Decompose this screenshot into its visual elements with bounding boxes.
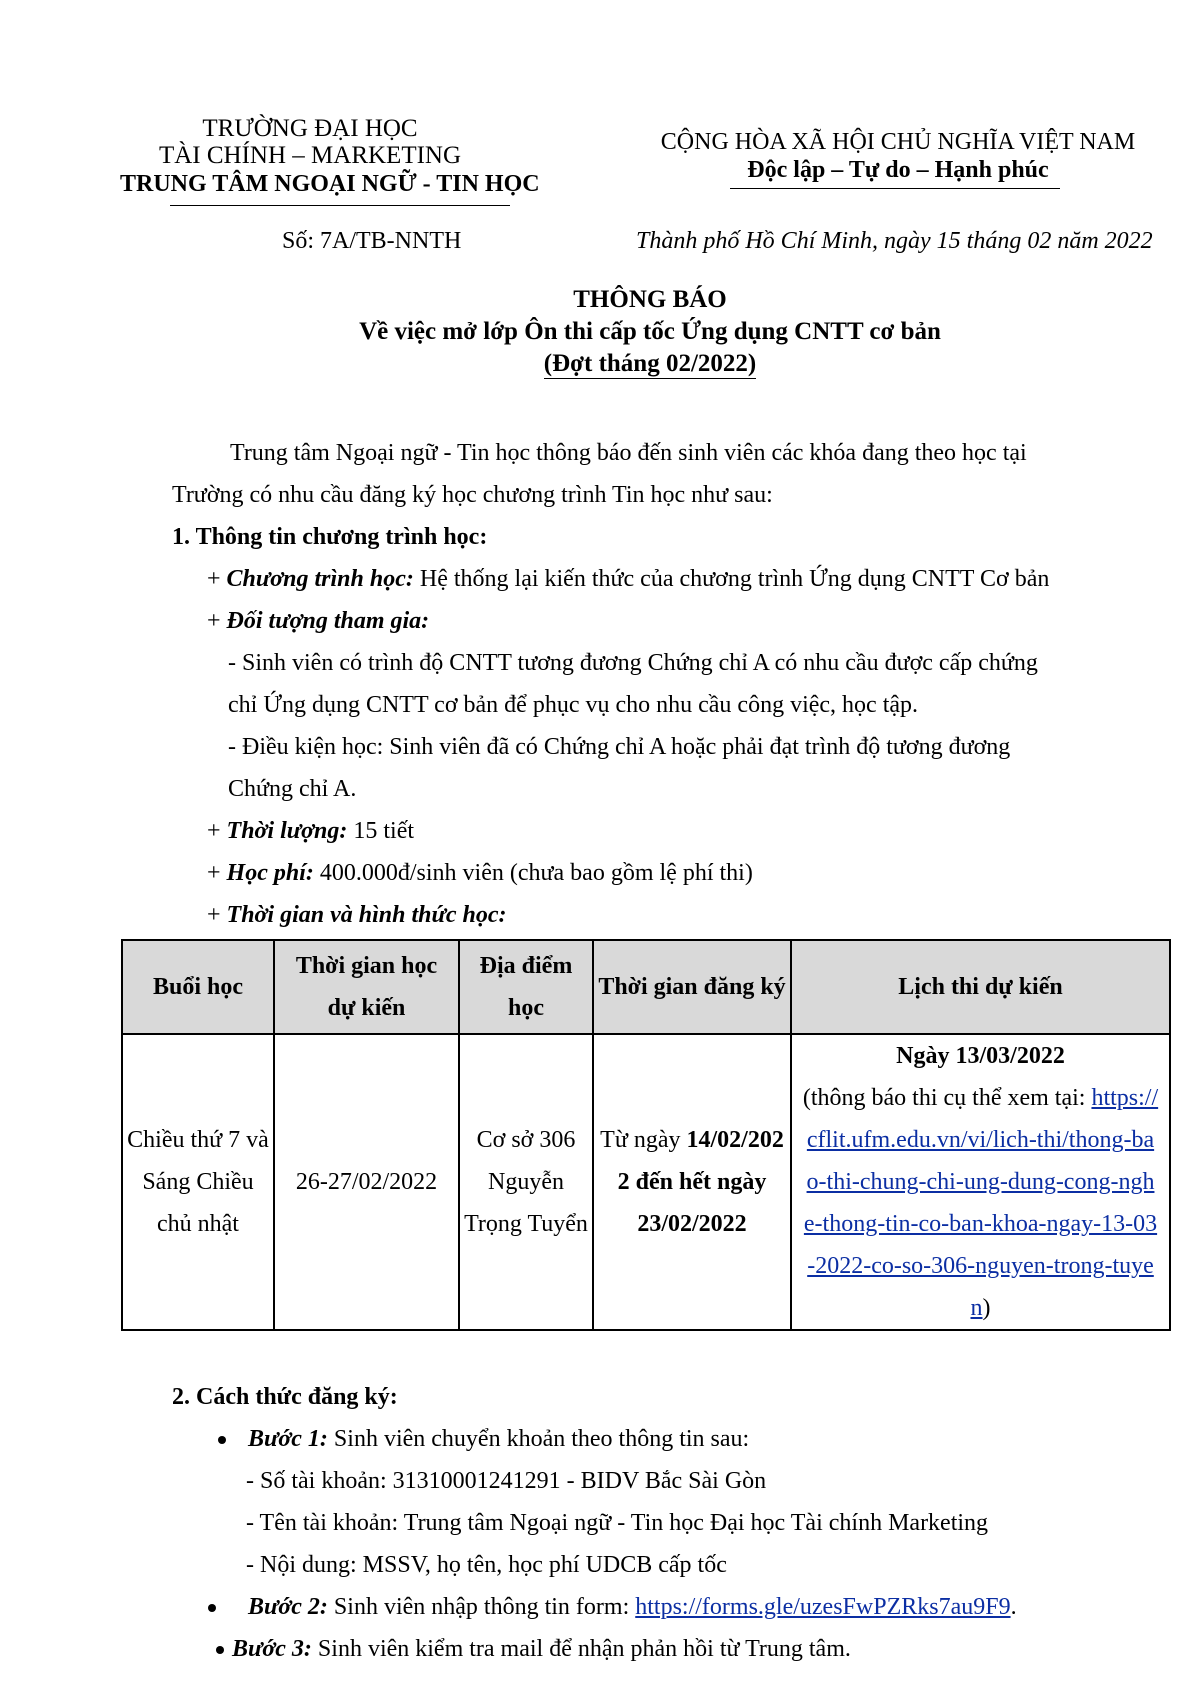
bullet-icon bbox=[216, 1646, 224, 1654]
transfer-content: - Nội dung: MSSV, họ tên, học phí UDCB cấp tốc bbox=[246, 1552, 727, 1578]
intro-line1: Trung tâm Ngoại ngữ - Tin học thông báo đến sinh viên các khóa đang theo học tại bbox=[230, 440, 1027, 466]
schedule-table bbox=[121, 939, 1171, 1331]
exam-note: (thông báo thi cụ thể xem tại: bbox=[802, 1085, 1092, 1111]
step3-item: Bước 3: Sinh viên kiểm tra mail để nhận phản hồi từ Trung tâm. bbox=[216, 1636, 851, 1663]
bullet-icon bbox=[208, 1604, 216, 1612]
header-left-rule bbox=[170, 205, 510, 206]
condition-line1: - Điều kiện học: Sinh viên đã có Chứng chỉ A hoặc phải đạt trình độ tương đương bbox=[228, 734, 1011, 760]
cell-location: Cơ sở 306 Nguyễn Trọng Tuyển bbox=[459, 1034, 593, 1330]
table-row bbox=[122, 1034, 1170, 1330]
country-name: CỘNG HÒA XÃ HỘI CHỦ NGHĨA VIỆT NAM bbox=[660, 129, 1136, 155]
center-name: TRUNG TÂM NGOẠI NGỮ - TIN HỌC bbox=[120, 171, 540, 197]
header-study-time: Thời gian học dự kiến bbox=[274, 940, 459, 1034]
motto: Độc lập – Tự do – Hạnh phúc bbox=[747, 157, 1049, 183]
exam-link[interactable]: https://cflit.ufm.edu.vn/vi/lich-thi/thong-bao-thi-chung-chi-ung-dung-cong-nghe-thong-tin-co-ban-khoa-ngay-13-03-2022-co-so-306-nguyen-trong-tuyen bbox=[803, 1085, 1159, 1321]
step2-item: Bước 2: Sinh viên nhập thông tin form: https://forms.gle/uzesFwPZRks7au9F9. bbox=[208, 1594, 1017, 1621]
table-header-row bbox=[122, 940, 1170, 1034]
cell-registration: Từ ngày 14/02/2022 đến hết ngày 23/02/2022 bbox=[593, 1034, 791, 1330]
bullet-icon bbox=[218, 1436, 226, 1444]
target-line1: - Sinh viên có trình độ CNTT tương đương Chứng chỉ A có nhu cầu được cấp chứng bbox=[228, 650, 1038, 676]
fee-item: + Học phí: 400.000đ/sinh viên (chưa bao gồm lệ phí thi) bbox=[207, 860, 753, 886]
section2-heading: 2. Cách thức đăng ký: bbox=[172, 1384, 398, 1410]
account-number: - Số tài khoản: 31310001241291 - BIDV Bắc Sài Gòn bbox=[246, 1468, 767, 1494]
school-subname: TÀI CHÍNH – MARKETING bbox=[158, 142, 462, 169]
condition-line2: Chứng chỉ A. bbox=[228, 776, 357, 802]
doc-subtitle: Về việc mở lớp Ôn thi cấp tốc Ứng dụng CNTT cơ bản bbox=[359, 318, 941, 345]
target-line2: chỉ Ứng dụng CNTT cơ bản để phục vụ cho nhu cầu công việc, học tập. bbox=[228, 692, 919, 718]
intro-line2: Trường có nhu cầu đăng ký học chương trình Tin học như sau: bbox=[172, 482, 773, 508]
header-registration: Thời gian đăng ký bbox=[593, 940, 791, 1034]
schedule-item: + Thời gian và hình thức học: bbox=[207, 902, 507, 928]
doc-title: THÔNG BÁO bbox=[573, 286, 727, 313]
doc-number: Số: 7A/TB-NNTH bbox=[282, 228, 462, 254]
exam-date: Ngày 13/03/2022 bbox=[896, 1043, 1065, 1069]
step1-item: Bước 1: Sinh viên chuyển khoản theo thông tin sau: bbox=[218, 1426, 749, 1453]
doc-batch: (Đợt tháng 02/2022) bbox=[543, 350, 757, 377]
program-item: + Chương trình học: Hệ thống lại kiến thức của chương trình Ứng dụng CNTT Cơ bản bbox=[207, 566, 1050, 592]
header-right-rule bbox=[730, 188, 1060, 189]
target-item: + Đối tượng tham gia: bbox=[207, 608, 430, 634]
cell-study-time: 26-27/02/2022 bbox=[274, 1034, 459, 1330]
form-link[interactable]: https://forms.gle/uzesFwPZRks7au9F9 bbox=[635, 1594, 1011, 1620]
cell-session: Chiều thứ 7 và Sáng Chiều chủ nhật bbox=[122, 1034, 274, 1330]
account-name: - Tên tài khoản: Trung tâm Ngoại ngữ - Tin học Đại học Tài chính Marketing bbox=[246, 1510, 989, 1536]
header-exam: Lịch thi dự kiến bbox=[791, 940, 1170, 1034]
school-name: TRƯỜNG ĐẠI HỌC bbox=[202, 115, 418, 142]
header-session: Buổi học bbox=[122, 940, 274, 1034]
section1-heading: 1. Thông tin chương trình học: bbox=[172, 524, 488, 550]
cell-exam: Ngày 13/03/2022 (thông báo thi cụ thể xem tại: https://cflit.ufm.edu.vn/vi/lich-thi/thong-bao-thi-chung-chi-ung-dung-cong-nghe-thong-tin-co-ban-khoa-ngay-13-03-2022-co-so-306-nguyen-trong-tuyen) bbox=[791, 1034, 1170, 1330]
header-location: Địa điểm học bbox=[459, 940, 593, 1034]
duration-item: + Thời lượng: 15 tiết bbox=[207, 818, 415, 844]
date-line: Thành phố Hồ Chí Minh, ngày 15 tháng 02 năm 2022 bbox=[636, 228, 1153, 254]
